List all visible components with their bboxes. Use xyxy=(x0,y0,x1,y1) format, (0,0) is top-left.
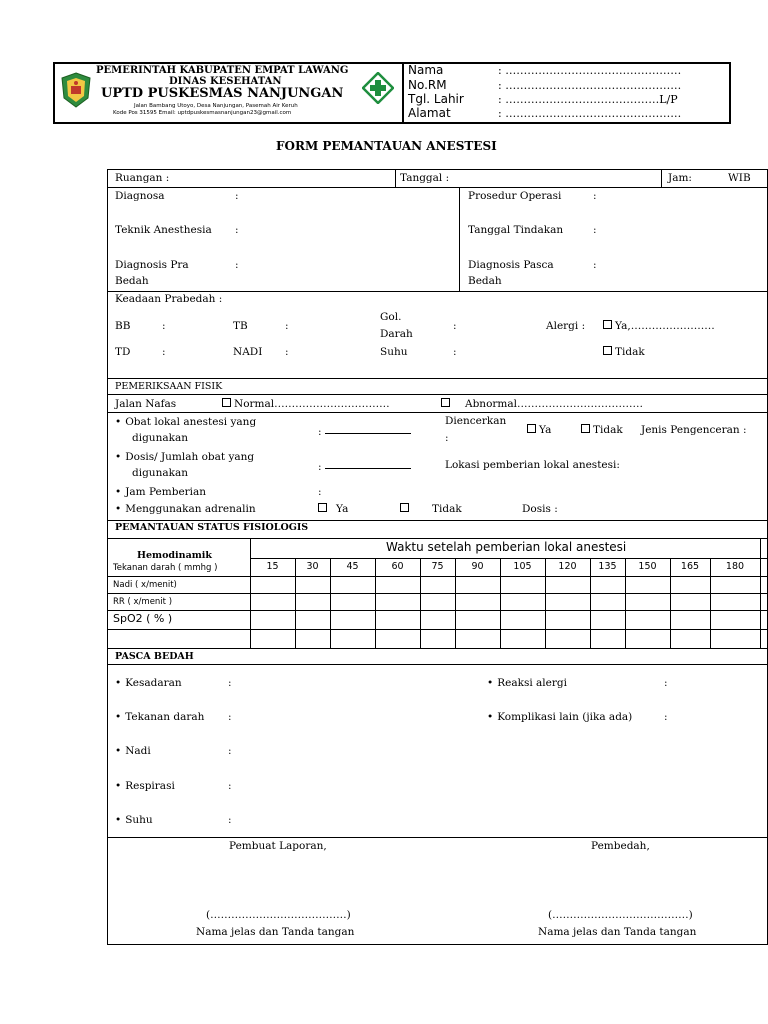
wib-label: WIB xyxy=(728,172,751,184)
vital-input-cell[interactable] xyxy=(421,577,454,592)
diencerkan-tidak-label: Tidak xyxy=(593,424,623,436)
prabedah-title: Keadaan Prabedah : xyxy=(115,293,223,305)
adrenalin-dosis-label: Dosis : xyxy=(522,503,558,515)
patient-rm-field[interactable]: : ………………………………………… xyxy=(498,79,682,92)
patient-birthdate-label: Tgl. Lahir xyxy=(408,92,464,106)
patient-name-label: Nama xyxy=(408,63,444,77)
row-line xyxy=(107,664,768,665)
adrenalin-tidak-checkbox[interactable] xyxy=(400,503,462,516)
time-header: 75 xyxy=(431,561,444,572)
alergi-ya-checkbox[interactable] xyxy=(603,320,715,333)
vital-input-cell[interactable] xyxy=(376,577,419,592)
colon: : xyxy=(235,224,239,236)
pasca-suhu-label: • Suhu xyxy=(115,814,153,827)
colon: : xyxy=(593,190,597,202)
colon: : xyxy=(228,745,232,757)
colon: : xyxy=(235,190,239,202)
colon: : xyxy=(162,346,166,358)
vital-input-cell[interactable] xyxy=(296,559,329,575)
pasca-title: PASCA BEDAH xyxy=(115,651,194,662)
time-header: 150 xyxy=(638,561,657,572)
diagnosa-label: Diagnosa xyxy=(115,190,165,202)
alergi-tidak-label: Tidak xyxy=(615,346,645,358)
tb-label: TB xyxy=(233,320,248,332)
time-header: 165 xyxy=(680,561,700,572)
colon: : xyxy=(664,711,668,723)
colon: : xyxy=(453,320,457,332)
respirasi-label: • Respirasi xyxy=(115,780,175,793)
normal-label: Normal…………………………… xyxy=(234,398,390,410)
header-institution: UPTD PUSKESMAS NANJUNGAN xyxy=(101,86,344,101)
puskesmas-logo-icon xyxy=(362,72,394,104)
tekanan-darah-label: • Tekanan darah xyxy=(115,711,204,724)
alergi-label: Alergi : xyxy=(546,320,586,332)
vital-input-cell[interactable] xyxy=(251,577,294,592)
patient-name-field[interactable]: : ………………………………………… xyxy=(498,64,682,77)
vital-row-label: SpO2 ( % ) xyxy=(113,612,173,625)
gol-darah-label-2: Darah xyxy=(380,328,413,340)
colon: : xyxy=(593,259,597,271)
col-line xyxy=(459,187,460,291)
pembuat-name-caption: Nama jelas dan Tanda tangan xyxy=(196,926,355,938)
jam-label[interactable]: Jam: xyxy=(668,172,692,184)
dosis-obat-label: • Dosis/ Jumlah obat yang xyxy=(115,451,254,464)
diagnosis-pasca-label: Diagnosis Pasca xyxy=(468,259,554,271)
row-line xyxy=(107,538,768,539)
obat-field[interactable] xyxy=(318,424,411,439)
header-government: PEMERINTAH KABUPATEN EMPAT LAWANG xyxy=(96,65,349,76)
patient-birthdate-field[interactable]: : ……………………………………L/P xyxy=(498,93,678,106)
time-header: 30 xyxy=(306,561,319,572)
ruangan-label[interactable]: Ruangan : xyxy=(115,172,170,184)
vital-input-cell[interactable] xyxy=(711,559,759,575)
alergi-ya-label: Ya,…………………… xyxy=(615,320,715,332)
vital-input-cell[interactable] xyxy=(501,577,544,592)
dosis-obat-label-2: digunakan xyxy=(132,467,188,479)
pembuat-laporan-label: Pembuat Laporan, xyxy=(229,840,327,852)
header-department: DINAS KESEHATAN xyxy=(169,76,282,87)
time-header: 90 xyxy=(471,561,484,572)
lokasi-label: Lokasi pemberian lokal anestesi: xyxy=(445,459,620,471)
vital-input-cell[interactable] xyxy=(501,559,544,575)
colon: : xyxy=(318,486,322,498)
kesadaran-label: • Kesadaran xyxy=(115,677,182,690)
vital-input-cell[interactable] xyxy=(251,559,294,575)
pembuat-signature-field[interactable]: (…………………………………) xyxy=(206,909,351,921)
colon: : xyxy=(445,432,449,444)
vital-input-cell[interactable] xyxy=(501,611,544,628)
vital-row-label: Nadi ( x/menit) xyxy=(113,580,177,590)
pembedah-name-caption: Nama jelas dan Tanda tangan xyxy=(538,926,697,938)
alergi-tidak-checkbox[interactable] xyxy=(603,346,645,359)
obat-label-2: digunakan xyxy=(132,432,188,444)
vital-input-cell[interactable] xyxy=(421,559,454,575)
time-header: 60 xyxy=(391,561,404,572)
jam-pemberian-label: • Jam Pemberian xyxy=(115,486,206,499)
tanggal-label[interactable]: Tanggal : xyxy=(400,172,450,184)
suhu-label: Suhu xyxy=(380,346,408,358)
komplikasi-label: • Komplikasi lain (jika ada) xyxy=(487,711,632,724)
diagnosis-pra-label: Diagnosis Pra xyxy=(115,259,189,271)
colon: : xyxy=(664,677,668,689)
row-line xyxy=(107,187,768,188)
vital-input-cell[interactable] xyxy=(671,594,709,609)
vital-input-cell[interactable] xyxy=(591,577,624,592)
colon: : xyxy=(593,224,597,236)
hemodinamik-header: Hemodinamik xyxy=(137,550,212,561)
vital-input-cell[interactable] xyxy=(546,559,589,575)
vital-input-cell[interactable] xyxy=(711,577,759,592)
row-line xyxy=(107,837,768,838)
row-line xyxy=(107,412,768,413)
colon: : xyxy=(285,320,289,332)
bb-label: BB xyxy=(115,320,131,332)
time-header: 120 xyxy=(558,561,577,572)
diencerkan-ya-label: Ya xyxy=(539,424,552,436)
vital-input-cell[interactable] xyxy=(376,594,419,609)
vital-input-cell[interactable] xyxy=(671,611,709,628)
vital-input-cell[interactable] xyxy=(456,611,499,628)
td-label: TD xyxy=(115,346,131,358)
colon: : xyxy=(228,677,232,689)
dosis-obat-field[interactable] xyxy=(318,459,411,474)
row-line xyxy=(107,648,768,649)
form-title: FORM PEMANTAUAN ANESTESI xyxy=(276,139,497,153)
vital-input-cell[interactable] xyxy=(591,559,624,575)
adrenalin-label: • Menggunakan adrenalin xyxy=(115,503,256,516)
header-address: Jalan Bambang Utoyo, Desa Nanjungan, Pasemah Air Keruh xyxy=(134,103,298,109)
colon: : xyxy=(235,259,239,271)
abnormal-label: Abnormal……………………………… xyxy=(465,398,643,410)
colon: : xyxy=(228,814,232,826)
jenis-pengenceran-label: Jenis Pengenceran : xyxy=(641,424,747,436)
vital-input-cell[interactable] xyxy=(501,594,544,609)
regency-crest-icon xyxy=(60,72,92,108)
vital-input-cell[interactable] xyxy=(251,594,294,609)
colon: : xyxy=(453,346,457,358)
vital-input-cell[interactable] xyxy=(331,577,374,592)
colon: : xyxy=(228,780,232,792)
colon: : xyxy=(162,320,166,332)
pasca-nadi-label: • Nadi xyxy=(115,745,151,758)
row-line xyxy=(107,378,768,379)
vital-input-cell[interactable] xyxy=(626,559,669,575)
gol-darah-label: Gol. xyxy=(380,311,402,323)
diagnosis-pra-label-2: Bedah xyxy=(115,275,149,287)
time-header: 135 xyxy=(598,561,617,572)
vital-input-cell[interactable] xyxy=(626,577,669,592)
vital-input-cell[interactable] xyxy=(671,577,709,592)
row-line xyxy=(107,291,768,292)
vital-input-cell[interactable] xyxy=(296,611,329,628)
jalan-nafas-normal-checkbox[interactable] xyxy=(222,398,390,411)
vital-input-cell[interactable] xyxy=(711,611,759,628)
header-divider xyxy=(402,63,404,123)
vital-input-cell[interactable] xyxy=(546,594,589,609)
adrenalin-tidak-label: Tidak xyxy=(432,503,462,515)
col-line xyxy=(661,169,662,187)
pembedah-label: Pembedah, xyxy=(591,840,650,852)
waktu-header: Waktu setelah pemberian lokal anestesi xyxy=(386,540,627,554)
prosedur-label: Prosedur Operasi xyxy=(468,190,562,202)
diencerkan-tidak-checkbox[interactable] xyxy=(581,424,623,437)
vital-input-cell[interactable] xyxy=(591,594,624,609)
vital-input-cell[interactable] xyxy=(626,611,669,628)
patient-address-field[interactable]: : ………………………………………… xyxy=(498,107,682,120)
colon: : xyxy=(228,711,232,723)
vital-input-cell[interactable] xyxy=(296,577,329,592)
time-header: 105 xyxy=(513,561,532,572)
fisik-title: PEMERIKSAAN FISIK xyxy=(115,381,223,392)
col-line xyxy=(395,169,396,187)
grid-row-line xyxy=(107,629,768,630)
vital-input-cell[interactable] xyxy=(331,559,374,575)
adrenalin-ya-label: Ya xyxy=(336,503,349,515)
obat-label: • Obat lokal anestesi yang xyxy=(115,416,256,429)
pembedah-signature-field[interactable]: (…………………………………) xyxy=(548,909,693,921)
vital-input-cell[interactable] xyxy=(546,577,589,592)
vital-input-cell[interactable] xyxy=(376,611,419,628)
vital-input-cell[interactable] xyxy=(626,594,669,609)
vital-row-label: RR ( x/menit ) xyxy=(113,597,173,607)
patient-rm-label: No.RM xyxy=(408,78,447,92)
vital-input-cell[interactable] xyxy=(456,594,499,609)
vital-input-cell[interactable] xyxy=(331,594,374,609)
time-header: 180 xyxy=(725,561,745,572)
colon: : xyxy=(285,346,289,358)
vital-input-cell[interactable] xyxy=(251,611,294,628)
adrenalin-ya-checkbox[interactable] xyxy=(318,503,348,516)
vital-input-cell[interactable] xyxy=(456,559,499,575)
vital-input-cell[interactable] xyxy=(546,611,589,628)
header-contact: Kode Pos 31595 Email: uptdpuskesmasnanjungan23@gmail.com xyxy=(113,110,292,116)
teknik-label: Teknik Anesthesia xyxy=(115,224,212,236)
vital-input-cell[interactable] xyxy=(711,594,759,609)
diencerkan-label: Diencerkan xyxy=(445,415,507,427)
fisiologis-title: PEMANTAUAN STATUS FISIOLOGIS xyxy=(115,522,309,533)
vital-input-cell[interactable] xyxy=(591,611,624,628)
reaksi-alergi-label: • Reaksi alergi xyxy=(487,677,567,690)
diagnosis-pasca-label-2: Bedah xyxy=(468,275,502,287)
vital-input-cell[interactable] xyxy=(421,611,454,628)
colon: : xyxy=(318,426,322,438)
colon: : xyxy=(318,461,322,473)
vital-input-cell[interactable] xyxy=(331,611,374,628)
vital-input-cell[interactable] xyxy=(376,559,419,575)
time-header: 15 xyxy=(266,561,279,572)
vital-input-cell[interactable] xyxy=(296,594,329,609)
vital-input-cell[interactable] xyxy=(671,559,709,575)
jalan-nafas-abnormal-checkbox[interactable] xyxy=(441,398,643,411)
patient-address-label: Alamat xyxy=(408,106,451,120)
vital-row-label: Tekanan darah ( mmhg ) xyxy=(113,563,218,573)
nadi-label: NADI xyxy=(233,346,263,358)
row-line xyxy=(107,394,768,395)
diencerkan-ya-checkbox[interactable] xyxy=(527,424,551,437)
jalan-nafas-label: Jalan Nafas xyxy=(115,398,177,410)
vital-input-cell[interactable] xyxy=(421,594,454,609)
time-header: 45 xyxy=(346,561,359,572)
tanggal-tindakan-label: Tanggal Tindakan xyxy=(468,224,564,236)
vital-input-cell[interactable] xyxy=(456,577,499,592)
